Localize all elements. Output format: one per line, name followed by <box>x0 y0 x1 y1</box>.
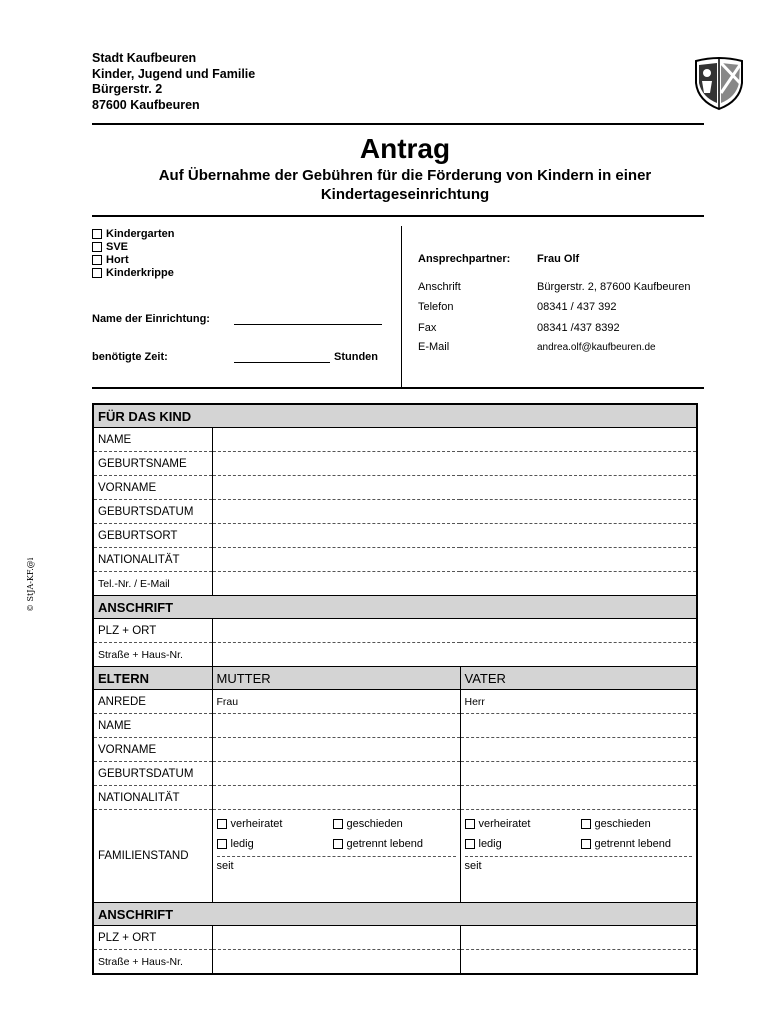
contact-fax: 08341 /437 8392 <box>537 322 620 334</box>
facility-option[interactable]: Hort <box>92 253 174 266</box>
contact-phone-label: Telefon <box>418 301 454 313</box>
facility-option[interactable]: Kinderkrippe <box>92 266 174 279</box>
table-row <box>93 786 697 810</box>
contact-email-label: E-Mail <box>418 341 450 353</box>
contact-divider <box>92 387 704 389</box>
checkbox[interactable] <box>217 839 227 849</box>
mother-field[interactable] <box>212 714 460 738</box>
form-field[interactable] <box>212 428 697 452</box>
contact-fax-label: Fax <box>418 322 437 334</box>
fs-option[interactable]: getrennt lebend <box>333 838 456 850</box>
page-subtitle: Auf Übernahme der Gebühren für die Förderung von Kindern in einer Kindertageseinrichtung <box>158 167 652 203</box>
father-field[interactable] <box>460 950 697 975</box>
row-label: Straße + Haus-Nr. <box>93 643 212 667</box>
mother-seit[interactable]: seit <box>217 856 456 872</box>
mother-field[interactable] <box>212 926 460 950</box>
time-unit: Stunden <box>334 351 378 363</box>
table-row <box>93 428 697 452</box>
section-header-address <box>93 596 697 619</box>
page-title: Antrag <box>359 133 451 164</box>
father-anrede[interactable]: Herr <box>460 690 697 714</box>
mother-field[interactable] <box>212 738 460 762</box>
table-row <box>93 643 697 667</box>
checkbox[interactable] <box>581 839 591 849</box>
table-row <box>93 572 697 596</box>
father-field[interactable] <box>460 714 697 738</box>
table-row <box>93 452 697 476</box>
table-row <box>93 524 697 548</box>
fs-option[interactable]: verheiratet <box>217 818 333 830</box>
father-field[interactable] <box>460 926 697 950</box>
table-row <box>93 690 697 714</box>
copyright-note: © StJA-KF.@i <box>26 557 35 612</box>
contact-email[interactable]: andrea.olf@kaufbeuren.de <box>537 342 656 353</box>
sender-line: Kinder, Jugend und Familie <box>92 66 256 81</box>
form-field[interactable] <box>212 524 697 548</box>
section-title: ANSCHRIFT <box>93 903 697 926</box>
row-label: PLZ + ORT <box>93 926 212 950</box>
father-field[interactable] <box>460 762 697 786</box>
facility-option[interactable]: Kindergarten <box>92 227 174 240</box>
table-row <box>93 548 697 572</box>
header-divider <box>92 123 704 125</box>
section-header-address2 <box>93 903 697 926</box>
contact-address: Bürgerstr. 2, 87600 Kaufbeuren <box>537 281 691 293</box>
table-row <box>93 762 697 786</box>
facility-type-list <box>92 227 174 279</box>
row-label: Straße + Haus-Nr. <box>93 950 212 975</box>
mother-field[interactable] <box>212 786 460 810</box>
table-row <box>93 714 697 738</box>
father-field[interactable] <box>460 786 697 810</box>
fs-option[interactable]: ledig <box>465 838 581 850</box>
form-field[interactable] <box>212 476 697 500</box>
form-field[interactable] <box>212 548 697 572</box>
mother-familienstand <box>212 810 460 903</box>
sender-line: Stadt Kaufbeuren <box>92 51 197 65</box>
table-row <box>93 950 697 975</box>
section-title: FÜR DAS KIND <box>93 404 697 428</box>
table-row <box>93 738 697 762</box>
column-divider <box>401 226 402 388</box>
fs-option[interactable]: geschieden <box>581 818 693 830</box>
form-field[interactable] <box>212 500 697 524</box>
section-header-child <box>93 404 697 428</box>
form-field[interactable] <box>212 452 697 476</box>
section-header-parents <box>93 667 697 690</box>
father-seit[interactable]: seit <box>465 856 693 872</box>
row-label: NATIONALITÄT <box>93 786 212 810</box>
row-label: GEBURTSDATUM <box>93 762 212 786</box>
checkbox[interactable] <box>333 839 343 849</box>
checkbox[interactable] <box>92 229 102 239</box>
sender-address <box>92 51 255 113</box>
mother-anrede[interactable]: Frau <box>212 690 460 714</box>
fs-option[interactable]: ledig <box>217 838 333 850</box>
time-field[interactable] <box>234 350 330 363</box>
form-field[interactable] <box>212 619 697 643</box>
father-field[interactable] <box>460 738 697 762</box>
table-row <box>93 500 697 524</box>
checkbox[interactable] <box>465 839 475 849</box>
row-label: NATIONALITÄT <box>93 548 212 572</box>
checkbox[interactable] <box>581 819 591 829</box>
row-label: FAMILIENSTAND <box>93 810 212 903</box>
time-label: benötigte Zeit: <box>92 351 168 363</box>
row-label: GEBURTSORT <box>93 524 212 548</box>
sender-line: 87600 Kaufbeuren <box>92 97 200 112</box>
contact-person: Frau Olf <box>537 253 580 265</box>
checkbox[interactable] <box>92 242 102 252</box>
form-field[interactable] <box>212 572 697 596</box>
section-title: ANSCHRIFT <box>93 596 697 619</box>
checkbox[interactable] <box>333 819 343 829</box>
father-familienstand <box>460 810 697 903</box>
table-row-familienstand <box>93 810 697 903</box>
facility-option[interactable]: SVE <box>92 240 174 253</box>
fs-option[interactable]: getrennt lebend <box>581 838 693 850</box>
facility-name-field[interactable] <box>234 312 382 325</box>
facility-name-label: Name der Einrichtung: <box>92 313 210 325</box>
section-title: ELTERN <box>93 667 212 690</box>
table-row <box>93 619 697 643</box>
checkbox[interactable] <box>92 268 102 278</box>
checkbox[interactable] <box>217 819 227 829</box>
father-column-header: VATER <box>460 667 697 690</box>
row-label: GEBURTSDATUM <box>93 500 212 524</box>
fs-option[interactable]: verheiratet <box>465 818 581 830</box>
contact-phone: 08341 / 437 392 <box>537 301 617 313</box>
row-label: VORNAME <box>93 476 212 500</box>
fs-option[interactable]: geschieden <box>333 818 456 830</box>
subtitle-divider <box>92 215 704 217</box>
row-label: GEBURTSNAME <box>93 452 212 476</box>
row-label: NAME <box>93 428 212 452</box>
mother-field[interactable] <box>212 950 460 975</box>
sender-line: Bürgerstr. 2 <box>92 82 163 96</box>
row-label: NAME <box>93 714 212 738</box>
mother-field[interactable] <box>212 762 460 786</box>
row-label: PLZ + ORT <box>93 619 212 643</box>
contact-address-label: Anschrift <box>418 281 461 293</box>
checkbox[interactable] <box>465 819 475 829</box>
application-form <box>92 403 698 975</box>
checkbox[interactable] <box>92 255 102 265</box>
contact-person-label: Ansprechpartner: <box>418 253 511 265</box>
row-label: ANREDE <box>93 690 212 714</box>
city-crest-icon <box>690 53 748 111</box>
row-label: VORNAME <box>93 738 212 762</box>
row-label: Tel.-Nr. / E-Mail <box>93 572 212 596</box>
mother-column-header: MUTTER <box>212 667 460 690</box>
table-row <box>93 926 697 950</box>
form-field[interactable] <box>212 643 697 667</box>
table-row <box>93 476 697 500</box>
